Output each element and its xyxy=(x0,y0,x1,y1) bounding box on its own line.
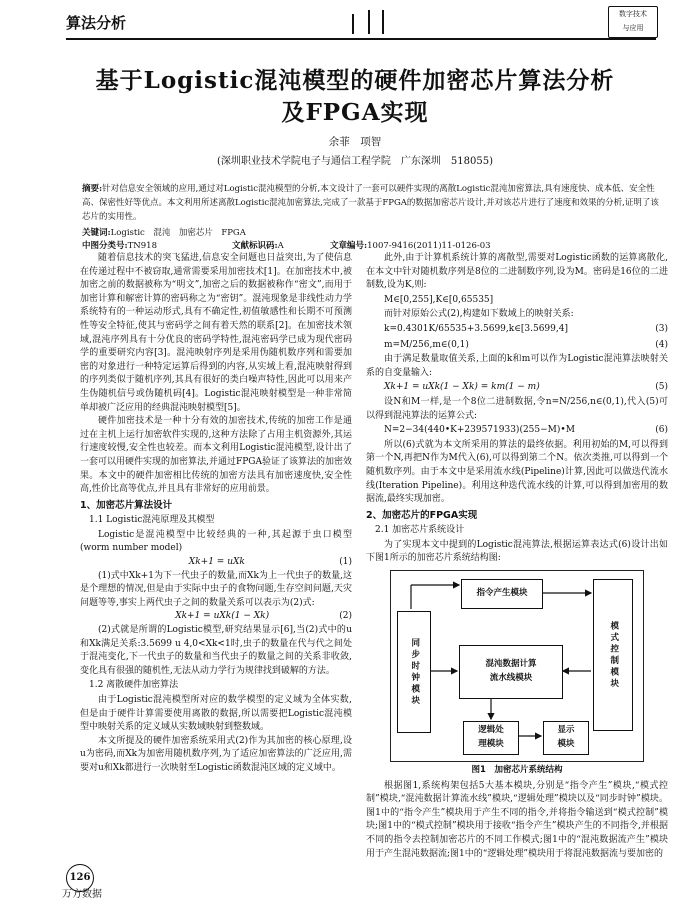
equation-number: (3) xyxy=(655,323,668,334)
block-label-line1: 混沌数据计算 xyxy=(485,659,537,670)
paragraph: 此外,由于计算机系统计算的离散型,需要对Logistic函数的运算离散化,在本文中针对随机数序列是8位的二进制数序列,设为M。密码是16位的二进制数,设为K,则: xyxy=(366,253,668,291)
journal-badge xyxy=(608,6,658,38)
equation-1 xyxy=(80,556,352,570)
instruction-generator-block: 指令产生模块 xyxy=(461,579,543,609)
doccode-label: 文献标识码: xyxy=(232,241,278,251)
abstract xyxy=(82,182,662,224)
figure-caption: 图1 加密芯片系统结构 xyxy=(471,765,563,776)
abstract-label: 摘要: xyxy=(82,184,103,194)
keywords-label: 关键词: xyxy=(82,228,111,238)
paragraph: (2)式就是所谓的Logistic模型,研究结果显示[6],当(2)式中的u和Xk满足关系:3.5699 u 4,0<Xk<1时,虫子的数量在代与代之间处于混沌变化,下一代虫子的数量和当代虫子的数量之间的关系非收敛,变化具有很强的随机性,无法从动力学行为规律找到破解的方法。 xyxy=(80,625,352,676)
paper-title-line2: 及FPGA实现 xyxy=(281,99,429,126)
block-label: 模式控制模块 xyxy=(608,620,619,690)
doccode-value: A xyxy=(277,241,284,251)
equation-text: m=M/256,m∈(0,1) xyxy=(384,339,469,350)
equation-text: Xk+1 = uXk(1 − Xk) = km(1 − m) xyxy=(384,382,540,393)
paper-title-line1: 基于Logistic混沌模型的硬件加密芯片算法分析 xyxy=(95,67,615,94)
paragraph: Logistic是混沌模型中比较经典的一种,其起源于虫口模型(worm number model) xyxy=(80,529,352,554)
article-label: 文章编号: xyxy=(330,241,368,251)
equation-text: N=2−34(440•K+239571933)(255−M)•M xyxy=(384,425,575,436)
equation-text: Xk+1 = uXk xyxy=(188,557,245,568)
section-heading: 1、加密芯片算法设计 xyxy=(80,499,173,511)
authors: 余菲 项智 xyxy=(328,136,382,148)
paragraph: 硬件加密技术是一种十分有效的加密技术,传统的加密工作是通过在主机上运行加密软件实现的,这种方法除了占用主机资源外,其运行速度较慢,安全性也较差。而本文利用Logistic混沌模型,设计出了一套可以用硬件实现的加密算法,并通过FPGA验证了该算法的加密效果。本文中的硬件加密相比传统的加密方法具有加密速度快,安全性高,性价比高等优点,并且具有非常好的应用前景。 xyxy=(80,416,352,495)
paragraph: 设N和M一样,是一个8位二进制数据,令n=N/256,n∈(0,1),代入(5)可以得到混沌算法的运算公式: xyxy=(366,396,668,421)
affiliation: (深圳职业技术学院电子与通信工程学院 广东深圳 518055) xyxy=(217,156,493,167)
article-value: 1007-9416(2011)11-0126-03 xyxy=(367,241,491,251)
block-label-line2: 模块 xyxy=(557,739,575,750)
right-column xyxy=(366,252,668,861)
paragraph: 而针对原始公式(2),构建如下数域上的映射关系: xyxy=(384,309,574,320)
subsection-heading: 2.1 加密芯片系统设计 xyxy=(375,525,465,536)
mode-control-block xyxy=(593,579,633,731)
equation-text: Xk+1 = uXk(1 − Xk) xyxy=(175,611,270,622)
equation-number: (1) xyxy=(339,557,352,568)
equation-domain xyxy=(366,293,668,309)
logic-processing-block xyxy=(463,721,519,755)
block-label: 同步时钟模块 xyxy=(409,637,420,707)
paragraph: 为了实现本文中提到的Logistic混沌算法,根据运算表达式(6)设计出如下图1所示的加密芯片系统结构图: xyxy=(366,539,668,564)
subsection-heading: 1.1 Logistic混沌原理及其模型 xyxy=(89,515,215,526)
equation-6 xyxy=(366,423,668,439)
paragraph: (1)式中Xk+1为下一代虫子的数量,而Xk为上一代虫子的数量,这是个理想的情况,但是由于实际中虫子的食物问题,生存空间问题,天灾问题等等,事实上两代虫子之间的数量关系可以表示为(2)式: xyxy=(80,570,352,608)
subsection-heading: 1.2 离散硬件加密算法 xyxy=(89,680,179,691)
block-label-line1: 逻辑处 xyxy=(478,725,504,736)
paragraph: 本文所提及的硬件加密系统采用式(2)作为其加密的核心原理,设u为密码,而Xk为加密用随机数序列,为了适应加密算法的广泛应用,需要对u和Xk都进行一次映射至Logistic函数混沌区域的定义域中。 xyxy=(80,735,352,773)
equation-text: M∈[0,255],K∈[0,65535] xyxy=(384,294,494,305)
block-label-line2: 流水线模块 xyxy=(489,673,533,684)
clc-label: 中图分类号: xyxy=(82,241,128,251)
header-rule xyxy=(66,38,656,40)
watermark: 万方数据 xyxy=(62,889,102,900)
equation-4 xyxy=(366,338,668,354)
equation-number: (6) xyxy=(655,425,668,436)
equation-3 xyxy=(366,322,668,338)
left-column xyxy=(80,252,352,776)
paragraph: 根据图1,系统构架包括5大基本模块,分别是“指令产生”模块,“模式控制”模块,“混沌数据计算流水线”模块,“逻辑处理”模块以及“同步时钟”模块。图1中的“指令产生”模块用于产生不同的指令,并将指令输送到“模式控制”模块;图1中的“模式控制”模块用于接收“指令产生”模块产生的不同指令,并根据不同的指令去控制加密芯片的不同工作模式;图1中的“混沌数据流产生”模块用于产生混沌数据流;图1中的“逻辑处理”模块用于将混沌数据流与要加密的 xyxy=(366,780,668,859)
equation-text: k=0.4301K/65535+3.5699,k∈[3.5699,4] xyxy=(384,323,568,334)
equation-2 xyxy=(80,610,352,624)
abstract-text: 针对信息安全领域的应用,通过对Logistic混沌模型的分析,本文设计了一套可以硬件实现的离散Logistic混沌加密算法,具有速度快、成本低、安全性高、保密性好等优点。本文利用所述离散Logistic混沌加密算法,完成了一款基于FPGA的数据加密芯片设计,并对该芯片进行了速度和效果的分析,证明了该芯片的实用性。 xyxy=(82,184,659,222)
equation-number: (2) xyxy=(339,611,352,622)
block-label-line2: 理模块 xyxy=(478,739,504,750)
equation-5 xyxy=(366,380,668,396)
paragraph: 由于Logistic混沌模型所对应的数学模型的定义域为全体实数,但是由于硬件计算需要使用离散的数据,所以需要把Logistic混沌模型中映射关系的定义域从实数域映射到整数域。 xyxy=(80,695,352,733)
badge-line1: 数字技术 xyxy=(619,10,647,18)
paragraph: 所以(6)式就为本文所采用的算法的最终依据。利用初始的M,可以得到第一个N,再把N作为M代入(6),可以得到第二个N。依次类推,可以得到一个随机数序列。由于本文中是采用流水线(Pipeline)计算,因此可以做迭代流水线(Iteration Pipeline)。利用这种迭代流水线的计算,可以得到加密用的数据流,最终实现加密。 xyxy=(366,439,668,505)
keywords xyxy=(82,226,246,238)
chaos-pipeline-block xyxy=(459,645,563,699)
header-ornament-bars xyxy=(368,10,384,34)
display-block xyxy=(543,721,589,755)
paragraph: 由于满足数量取值关系,上面的k和m可以作为Logistic混沌算法映射关系的自变量输入: xyxy=(366,354,668,378)
equation-number: (5) xyxy=(655,382,668,393)
block-label-line1: 显示 xyxy=(557,725,575,736)
doc-code xyxy=(232,239,284,251)
equation-number: (4) xyxy=(655,339,668,350)
section-heading: 2、加密芯片的FPGA实现 xyxy=(366,509,478,521)
system-architecture-diagram xyxy=(390,570,644,762)
sync-clock-block xyxy=(397,611,431,733)
clc-value: TN918 xyxy=(127,241,157,251)
section-header: 算法分析 xyxy=(66,14,127,32)
keywords-text: Logistic 混沌 加密芯片 FPGA xyxy=(110,228,246,238)
clc xyxy=(82,239,157,251)
article-number xyxy=(330,239,491,251)
paragraph: 随着信息技术的突飞猛进,信息安全问题也日益突出,为了使信息在传递过程中不被窃取,通常需要采用加密技术[1]。在加密技术中,被加密之前的数据被称为“明文”,加密之后的数据被称作“密文”,而用于加密计算和解密计算的密码称之为“密钥”。混沌现象是非线性动力学系统特有的一种运动形式,具有不确定性,初值敏感性和长期不可预测性等安全特征,使其与密码学之间有着天然的联系[2]。在加密技术领域,混沌序列具有十分优良的密码学特性,混沌密码学已成为现代密码学的重要研究内容[3]。混沌映射序列是采用伪随机数序列和需要加密的对象进行一种特定运算后得到的内容,从实域上看,混沌映射得到的序列类似于随机序列,其具有很好的类白噪声特性,因此可以用来产生伪随机信号或伪随机码[4]。Logistic混沌映射模型是一种非常简单却被广泛应用的经典混沌映射模型[5]。 xyxy=(80,253,352,413)
page-number: 126 xyxy=(66,864,94,892)
header-ornament xyxy=(352,14,354,34)
badge-line2: 与应用 xyxy=(622,24,644,32)
